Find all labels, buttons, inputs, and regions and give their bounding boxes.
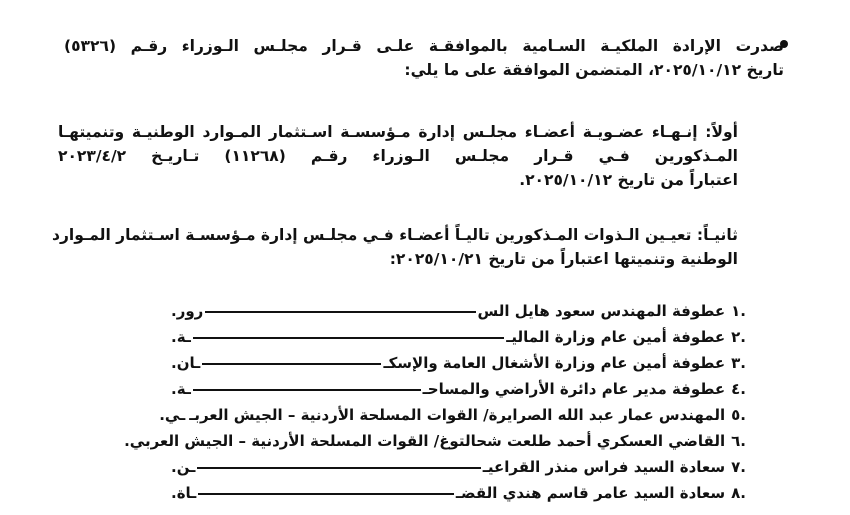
member-number: .٥ [731,406,746,424]
member-name: عطوفة المهندس سعود هايل الس [477,302,726,320]
member-item [171,450,746,476]
member-item [159,398,746,424]
member-item [171,476,746,502]
first-clause-line-2: المـذكورين فـي قـرار مجلـس الـوزراء رقـم (١١٢٦٨) تـاريـخ ٢٠٢٣/٤/٢ [58,147,738,165]
member-name: سعادة السيد فراس منذر القراعيـ [482,458,726,476]
intro-line-1: صدرت الإرادة الملكيـة السـامية بالموافقـة علـى قـرار مجلـس الـوزراء رقـم (٥٣٢٦) [64,37,784,55]
member-name-end: رور. [171,302,204,320]
member-item [171,320,746,346]
member-name: عطوفة أمين عام وزارة الأشغال العامة والإسكـ [383,354,726,372]
member-item [171,346,746,372]
member-name: عطوفة مدير عام دائرة الأراضي والمساحـ [422,380,726,398]
member-number: .٤ [731,380,746,398]
intro-line-2: تاريخ ٢٠٢٥/١٠/١٢، المتضمن الموافقة على ما يلي: [404,61,784,79]
member-number: .٢ [731,328,746,346]
intro-paragraph [64,34,784,82]
second-clause-line-2: الوطنية وتنميتها اعتباراً من تاريخ ٢٠٢٥/١٠/٢١: [389,250,738,268]
member-name: سعادة السيد عامر قاسم هندي القضـ [455,484,726,502]
members-list [124,294,746,502]
member-name-end: ـن. [171,458,196,476]
member-number: .٨ [731,484,746,502]
member-name: المهندس عمار عبد الله الصرايرة/ القوات المسلحة الأردنية – الجيش العربـ [189,406,726,424]
leader-line [193,389,421,391]
leader-line [202,363,381,365]
first-clause-line-1: أولاً: إنـهـاء عضـويـة أعضـاء مجلـس إدارة مـؤسسـة اسـتثمار المـوارد الوطنيـة وتنميتهـا [58,123,738,141]
member-number: .١ [731,302,746,320]
member-item [171,294,746,320]
leader-line [205,311,475,313]
member-item [171,372,746,398]
member-name-end: ـاة. [171,484,197,502]
second-clause-line-1: ثانيـاً: تعيـين الـذوات المـذكورين تاليـاً أعضـاء فـي مجلـس إدارة مـؤسسـة اسـتثمار المـوارد [52,226,738,244]
second-clause [52,223,738,271]
member-name-end: ـة. [171,328,191,346]
member-name-end: ـان. [171,354,201,372]
member-name: القاضي العسكري أحمد طلعت شحالتوغ/ القوات المسلحة الأردنية – الجيش العربي. [124,432,726,450]
leader-line [197,467,480,469]
member-number: .٧ [731,458,746,476]
first-clause-line-3: اعتباراً من تاريخ ٢٠٢٥/١٠/١٢. [519,171,738,189]
member-number: .٣ [731,354,746,372]
member-item [124,424,746,450]
leader-line [193,337,504,339]
first-clause [58,120,738,192]
member-name-end: ـي. [159,406,186,424]
member-name: عطوفة أمين عام وزارة الماليـ [506,328,726,346]
member-name-end: ـة. [171,380,191,398]
leader-line [198,493,454,495]
member-number: .٦ [731,432,746,450]
